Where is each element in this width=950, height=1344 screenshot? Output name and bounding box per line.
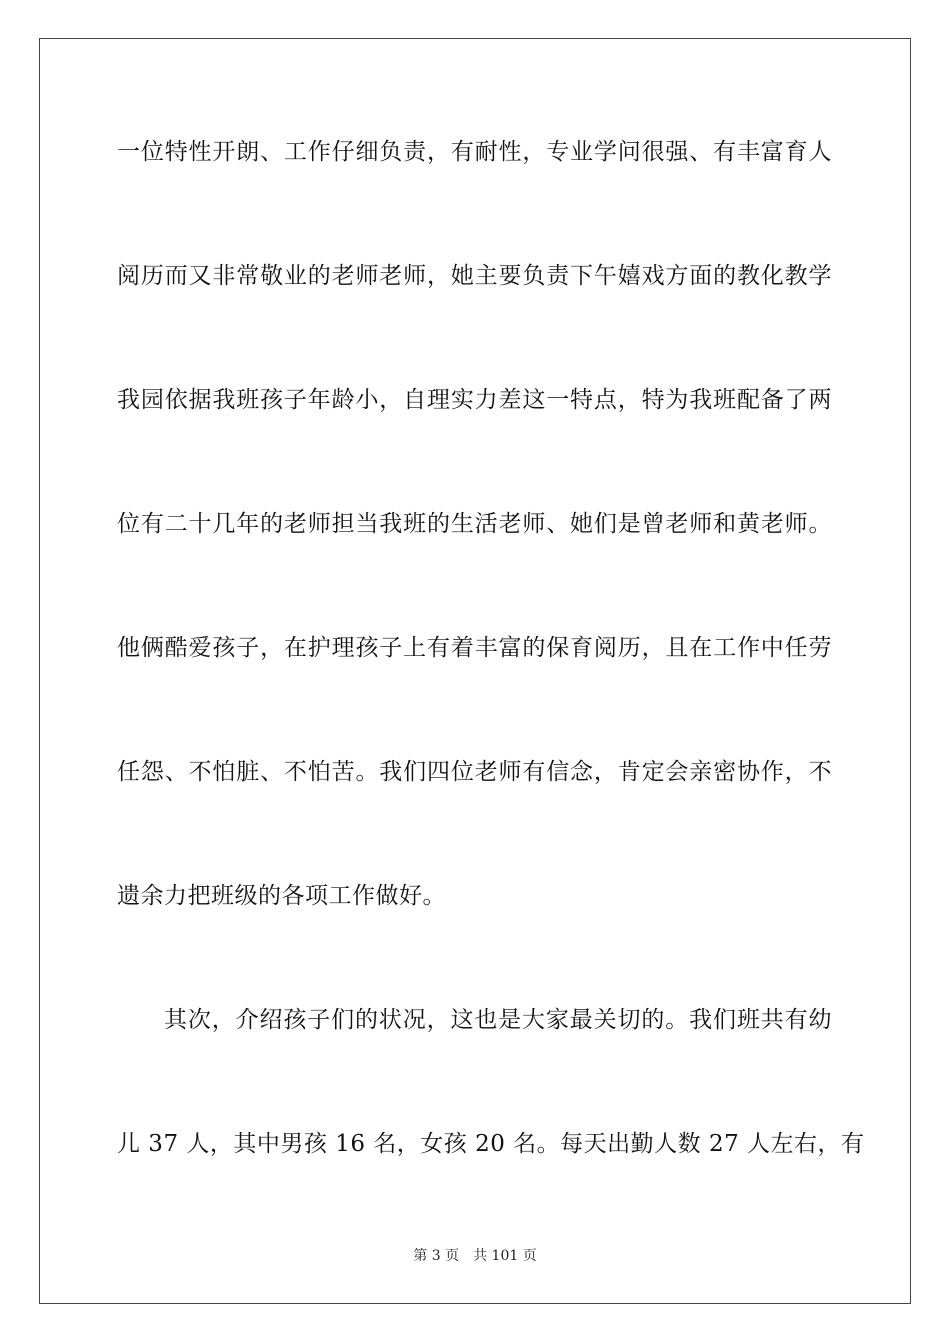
text-line-8: 其次，介绍孩子们的状况，这也是大家最关切的。我们班共有幼 bbox=[164, 1007, 832, 1033]
text-line-7: 遗余力把班级的各项工作做好。 bbox=[117, 883, 446, 909]
text-line-1: 一位特性开朗、工作仔细负责，有耐性，专业学问很强、有丰富育人 bbox=[117, 139, 832, 165]
text-line-6: 任怨、不怕脏、不怕苦。我们四位老师有信念，肯定会亲密协作，不 bbox=[117, 759, 832, 785]
text-line-3: 我园依据我班孩子年龄小，自理实力差这一特点，特为我班配备了两 bbox=[117, 387, 832, 413]
page-footer bbox=[0, 1247, 950, 1265]
text-line-2: 阅历而又非常敬业的老师老师，她主要负责下午嬉戏方面的教化教学 bbox=[117, 263, 832, 289]
page-number: 第 3 页 bbox=[413, 1248, 460, 1264]
page-total: 共 101 页 bbox=[473, 1248, 537, 1264]
page-border bbox=[39, 38, 911, 1304]
text-line-9: 儿 37 人，其中男孩 16 名，女孩 20 名。每天出勤人数 27 人左右，有 bbox=[117, 1131, 865, 1157]
text-line-4: 位有二十几年的老师担当我班的生活老师、她们是曾老师和黄老师。 bbox=[117, 511, 832, 537]
text-line-5: 他俩酷爱孩子，在护理孩子上有着丰富的保育阅历，且在工作中任劳 bbox=[117, 635, 832, 661]
